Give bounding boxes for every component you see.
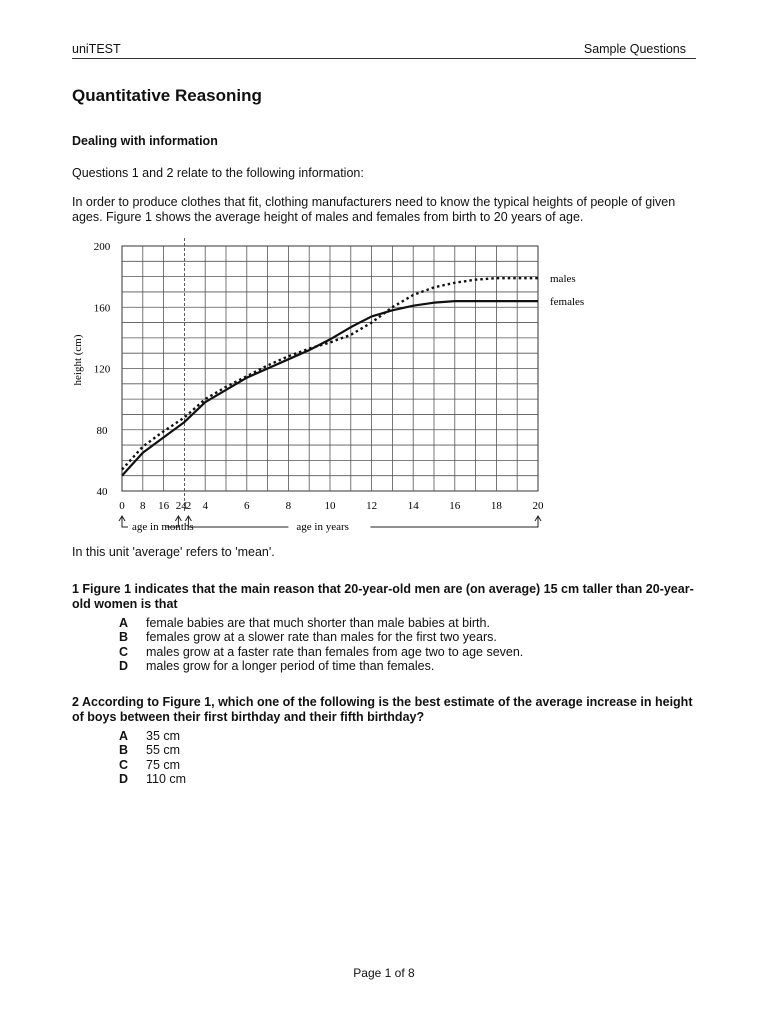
height-chart <box>68 232 598 538</box>
x-tick-label: 2 <box>185 500 192 512</box>
x-tick-label: 0 <box>119 500 125 512</box>
q2-option-d: D 110 cm <box>119 771 187 786</box>
y-tick-label: 40 <box>96 486 108 498</box>
page-header <box>72 42 696 58</box>
q2-option-c: C 75 cm <box>119 757 181 772</box>
x-tick-label: 8 <box>140 500 146 512</box>
question-1-options <box>119 616 523 673</box>
question-2-options <box>119 729 186 786</box>
chart-legend <box>550 273 584 308</box>
y-tick-label: 200 <box>93 241 111 253</box>
header-left: uniTEST <box>72 42 121 56</box>
x-tick-label: 16 <box>158 500 170 512</box>
q1-option-d: D males grow for a longer period of time than females. <box>119 658 435 673</box>
years-bracket-left <box>188 517 288 527</box>
x-tick-label: 20 <box>532 500 544 512</box>
legend-males: males <box>550 273 576 286</box>
x-tick-label: 24 <box>175 500 187 512</box>
intro-text: Questions 1 and 2 relate to the following information: <box>72 166 364 180</box>
header-right: Sample Questions <box>583 42 686 56</box>
legend-females: females <box>550 296 585 309</box>
months-label: age in months <box>132 521 194 533</box>
q1-option-a: A female babies are that much shorter than male babies at birth. <box>119 616 490 630</box>
x-tick-label: 4 <box>202 500 208 512</box>
header-rule <box>72 58 696 59</box>
x-axis-annotation <box>119 516 541 533</box>
y-tick-label: 120 <box>93 363 111 376</box>
question-1: 1 Figure 1 indicates that the main reason that 20-year-old men are (on average) 15 cm taller than 20-year-old women is that <box>72 582 694 611</box>
months-bracket-left <box>122 517 128 527</box>
years-label: age in years <box>296 521 349 533</box>
x-tick-label: 12 <box>366 500 378 512</box>
q2-option-a: A 35 cm <box>119 729 181 743</box>
x-tick-labels <box>119 500 544 512</box>
y-tick-label: 160 <box>93 302 111 315</box>
page-title: Quantitative Reasoning <box>72 86 262 105</box>
mean-note: In this unit 'average' refers to 'mean'. <box>72 545 275 559</box>
x-tick-label: 14 <box>407 500 419 512</box>
q1-option-c: C males grow at a faster rate than females from age two to age seven. <box>119 644 524 659</box>
section-heading: Dealing with information <box>72 134 218 148</box>
y-axis-label: height (cm) <box>72 334 84 386</box>
years-bracket-right <box>370 517 538 527</box>
y-tick-label: 80 <box>96 424 108 437</box>
q2-option-b: B 55 cm <box>119 743 181 758</box>
page-footer: Page 1 of 8 <box>353 966 415 980</box>
info-paragraph: In order to produce clothes that fit, clothing manufacturers need to know the typical heights of people of given ages. Figure 1 shows the average height of males and females from birth to 20 years of age. <box>72 195 676 224</box>
q1-option-b: B females grow at a slower rate than males for the first two years. <box>119 630 497 645</box>
x-tick-label: 10 <box>324 500 336 512</box>
question-2: 2 According to Figure 1, which one of the following is the best estimate of the average increase in height of boys between their first birthday and their fifth birthday? <box>72 695 693 724</box>
x-tick-label: 8 <box>285 500 292 512</box>
x-tick-label: 16 <box>449 500 461 512</box>
y-tick-labels <box>94 241 111 498</box>
x-tick-label: 6 <box>244 500 250 512</box>
x-tick-label: 18 <box>490 500 502 512</box>
